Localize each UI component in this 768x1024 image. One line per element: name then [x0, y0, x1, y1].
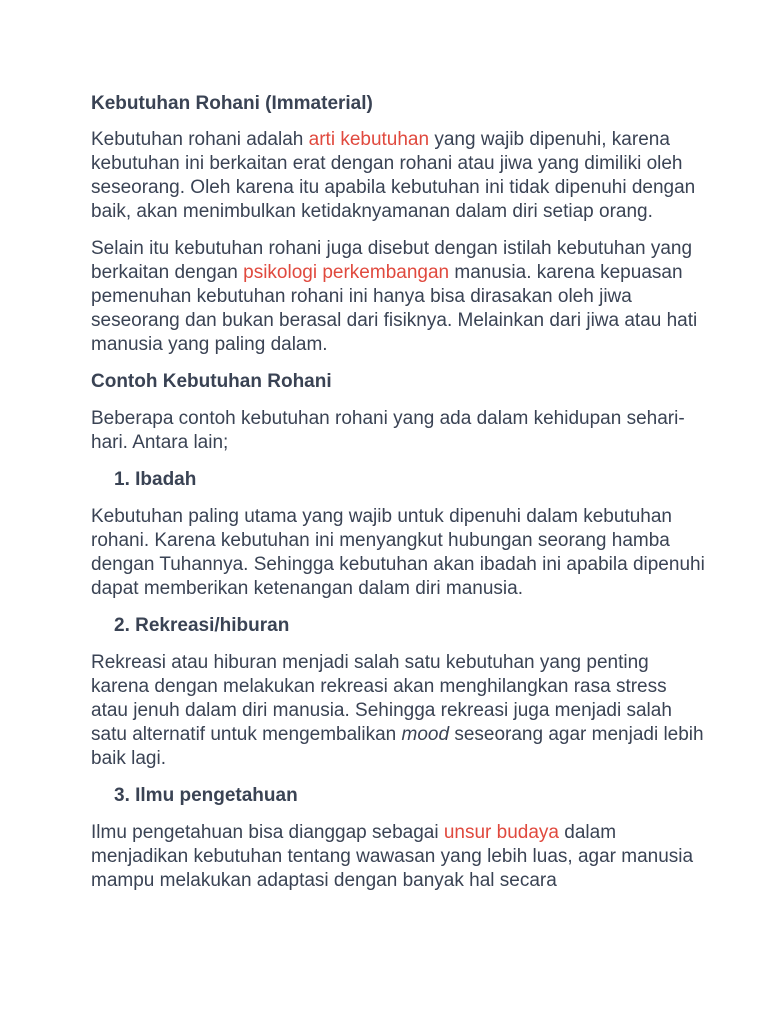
list-heading-ibadah: 1. Ibadah	[114, 469, 197, 490]
paragraph-text: Kebutuhan rohani adalah	[91, 129, 309, 150]
paragraph-definition	[91, 128, 708, 224]
section-heading-contoh: Contoh Kebutuhan Rohani	[91, 371, 332, 392]
paragraph-text: Rekreasi atau hiburan menjadi salah satu kebutuhan yang penting karena dengan melakukan rekreasi akan menghilangkan rasa stress atau jenuh dalam diri manusia. Sehingga rekreasi juga menjadi salah satu alternatif untuk mengembalikan	[91, 652, 672, 745]
paragraph-text: yang wajib dipenuhi, karena kebutuhan ini berkaitan erat dengan rohani atau jiwa yang dimiliki oleh seseorang. Oleh karena itu apabila kebutuhan ini tidak dipenuhi dengan baik, akan menimbulkan ketidaknyamanan dalam diri setiap orang.	[91, 129, 696, 222]
paragraph-ilmu	[91, 821, 708, 893]
italic-mood: mood	[401, 724, 450, 745]
paragraph-text: manusia. karena kepuasan pemenuhan kebutuhan rohani ini hanya bisa dirasakan oleh jiwa seseorang dan bukan berasal dari fisiknya. Melainkan dari jiwa atau hati manusia yang paling dalam.	[91, 262, 698, 355]
paragraph-ibadah: Kebutuhan paling utama yang wajib untuk dipenuhi dalam kebutuhan rohani. Karena kebutuhan ini menyangkut hubungan seorang hamba dengan Tuhannya. Sehingga kebutuhan akan ibadah ini apabila dipenuhi dapat memberikan ketenangan dalam diri manusia.	[91, 506, 705, 599]
link-unsur-budaya[interactable]: unsur budaya	[443, 822, 559, 843]
paragraph-text: Selain itu kebutuhan rohani juga disebut dengan istilah kebutuhan yang berkaitan dengan	[91, 238, 693, 283]
link-psikologi-perkembangan[interactable]: psikologi perkembangan	[243, 262, 450, 283]
paragraph-text: seseorang agar menjadi lebih baik lagi.	[91, 724, 704, 769]
paragraph-intro: Beberapa contoh kebutuhan rohani yang ada dalam kehidupan sehari-hari. Antara lain;	[91, 408, 685, 453]
paragraph-text: Ilmu pengetahuan bisa dianggap sebagai	[91, 822, 444, 843]
list-heading-rekreasi: 2. Rekreasi/hiburan	[114, 615, 290, 636]
section-heading-kebutuhan-rohani: Kebutuhan Rohani (Immaterial)	[91, 93, 373, 114]
paragraph-psikologi	[91, 237, 708, 357]
link-arti-kebutuhan[interactable]: arti kebutuhan	[308, 129, 430, 150]
paragraph-text: dalam menjadikan kebutuhan tentang wawasan yang lebih luas, agar manusia mampu melakukan adaptasi dengan banyak hal secara	[91, 822, 694, 891]
list-heading-ilmu: 3. Ilmu pengetahuan	[114, 785, 298, 806]
paragraph-rekreasi	[91, 651, 708, 771]
